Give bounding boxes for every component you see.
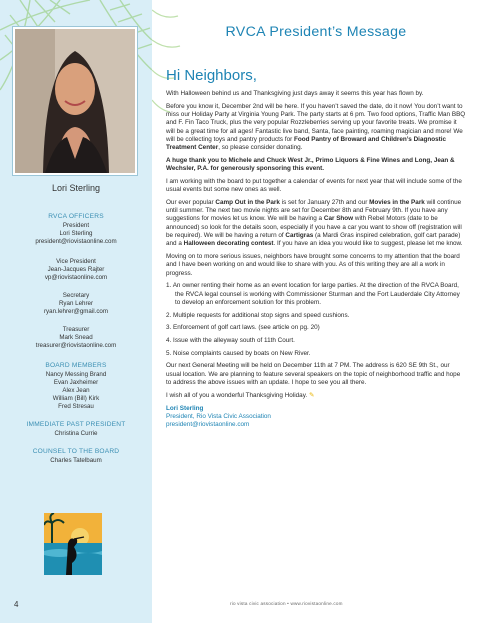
- officer-email[interactable]: vp@riovistaonline.com: [44, 274, 108, 281]
- board-member: Alex Jean: [62, 387, 90, 394]
- greeting-heading: Hi Neighbors,: [166, 67, 257, 84]
- officer-email[interactable]: treasurer@riovistaonline.com: [35, 342, 117, 349]
- board-member: William (Bill) Kirk: [52, 395, 100, 402]
- page-title: RVCA President’s Message: [225, 24, 407, 40]
- board-member: Fred Stresau: [58, 403, 94, 410]
- officers-heading: RVCA OFFICERS: [48, 213, 104, 220]
- pencil-icon: ✎: [308, 391, 315, 399]
- signature-title: President, Rio Vista Civic Association: [166, 413, 271, 421]
- officer-role: Treasurer: [62, 326, 90, 333]
- signature-block: [166, 405, 466, 430]
- paragraph: Our ever popular Camp Out in the Park is set for January 27th and our Movies in the Park will continue until summer. The next two movie nights are set for December 8th and February 9th. If you have any suggestions for movies let us know. We will be having a Car Show with Rebel Motors (date to be announced) so look for the details soon, especially if you have a car you want to show off (registration will be required). We will be having a return of Cartigras (a Mardi Gras inspired celebration, golf cart parade) and a Halloween decorating contest. If you have an idea you would like to suggest, please let me know.: [166, 198, 463, 248]
- sponsor-thanks: A huge thank you to Michele and Chuck West Jr., Primo Liquors & Fine Wines and Long, Jean & Wechsler, P.A. for generously sponsoring this event.: [166, 156, 455, 173]
- page-number: 4: [14, 600, 19, 609]
- charity-names: Food Pantry of Broward and Children’s Diagnostic Treatment Center: [166, 135, 447, 152]
- officer-name: Lori Sterling: [59, 230, 93, 237]
- board-member: Nancy Messing Brand: [45, 371, 107, 378]
- board-member: Evan Jaxheimer: [53, 379, 99, 386]
- list-item: 2. Multiple requests for additional stop signs and speed cushions.: [166, 311, 350, 319]
- letter-body: [166, 90, 466, 430]
- counsel-heading: COUNSEL TO THE BOARD: [32, 448, 120, 455]
- issues-list: [166, 282, 466, 358]
- photo-caption: Lori Sterling: [51, 183, 101, 193]
- paragraph: Our next General Meeting will be held on December 11th at 7 PM. The address is 620 SE 9th St., our usual location. We are planning to feature several speakers on the topic of neighborhood traffic and hope to address the above issues with an update. I hope to see you all there.: [166, 362, 461, 386]
- officer-role: Secretary: [62, 292, 90, 299]
- officer-role: President: [62, 222, 90, 229]
- sidebar: [0, 0, 152, 623]
- paragraph: Moving on to more serious issues, neighbors have brought some concerns to my attention that the board and I have been working on and would like to share with you. As of this writing they are all a work in progress.: [166, 253, 460, 277]
- officer-name: Ryan Lehrer: [58, 300, 94, 307]
- president-photo: [13, 27, 137, 175]
- signature-name: Lori Sterling: [166, 404, 204, 412]
- list-item: 5. Noise complaints caused by boats on New River.: [166, 349, 311, 357]
- list-item: 1. An owner renting their home as an event location for large parties. At the direction of the RVCA Board, the RVCA legal counsel is working with Commissioner Sturman and the Fort Lauderdale City Attorney to develop an enforcement solution for this problem.: [166, 282, 460, 306]
- rio-vista-logo: [44, 513, 102, 575]
- officer-email[interactable]: ryan.lehrer@gmail.com: [43, 308, 109, 315]
- officer-name: Mark Snead: [59, 334, 93, 341]
- officer-email[interactable]: president@riovistaonline.com: [35, 238, 117, 245]
- past-president-name: Christina Currie: [54, 430, 98, 437]
- signature-email[interactable]: president@riovistaonline.com: [166, 421, 250, 429]
- officer-role: Vice President: [56, 258, 96, 265]
- paragraph: I am working with the board to put together a calendar of events for next year that will include some of the usual events but some new ones as well.: [166, 177, 462, 194]
- officer-name: Jean-Jacques Rajter: [47, 266, 105, 273]
- past-president-heading: IMMEDIATE PAST PRESIDENT: [26, 421, 126, 428]
- footer: rio vista civic association • www.riovistaonline.com: [230, 601, 343, 606]
- paragraph: With Halloween behind us and Thanksgiving just days away it seems this year has flown by.: [166, 90, 424, 97]
- counsel-name: Charles Tatelbaum: [50, 457, 102, 464]
- paragraph: I wish all of you a wonderful Thanksgiving Holiday. ✎: [166, 391, 315, 399]
- list-item: 3. Enforcement of golf cart laws. (see article on pg. 20): [166, 324, 320, 332]
- list-item: 4. Issue with the alleyway south of 11th Court.: [166, 336, 295, 344]
- paragraph: Before you know it, December 2nd will be here. If you haven’t saved the date, do it now! You don’t want to miss our Holiday Party at Virginia Young Park. The party starts at 6 pm. Two food options, Traffic Man BBQ and F. Fin Taco Truck, plus the very popular Rozzleberries serving up your favorite treats. We promise it will be a great time for all ages! Fantastic live band, Santa, face painting, roaming magician and more! We will be collecting toys and pantry products for Food Pantry of Broward and Children’s Diagnostic Treatment Center, so please consider donating.: [166, 102, 466, 152]
- board-heading: BOARD MEMBERS: [45, 362, 107, 369]
